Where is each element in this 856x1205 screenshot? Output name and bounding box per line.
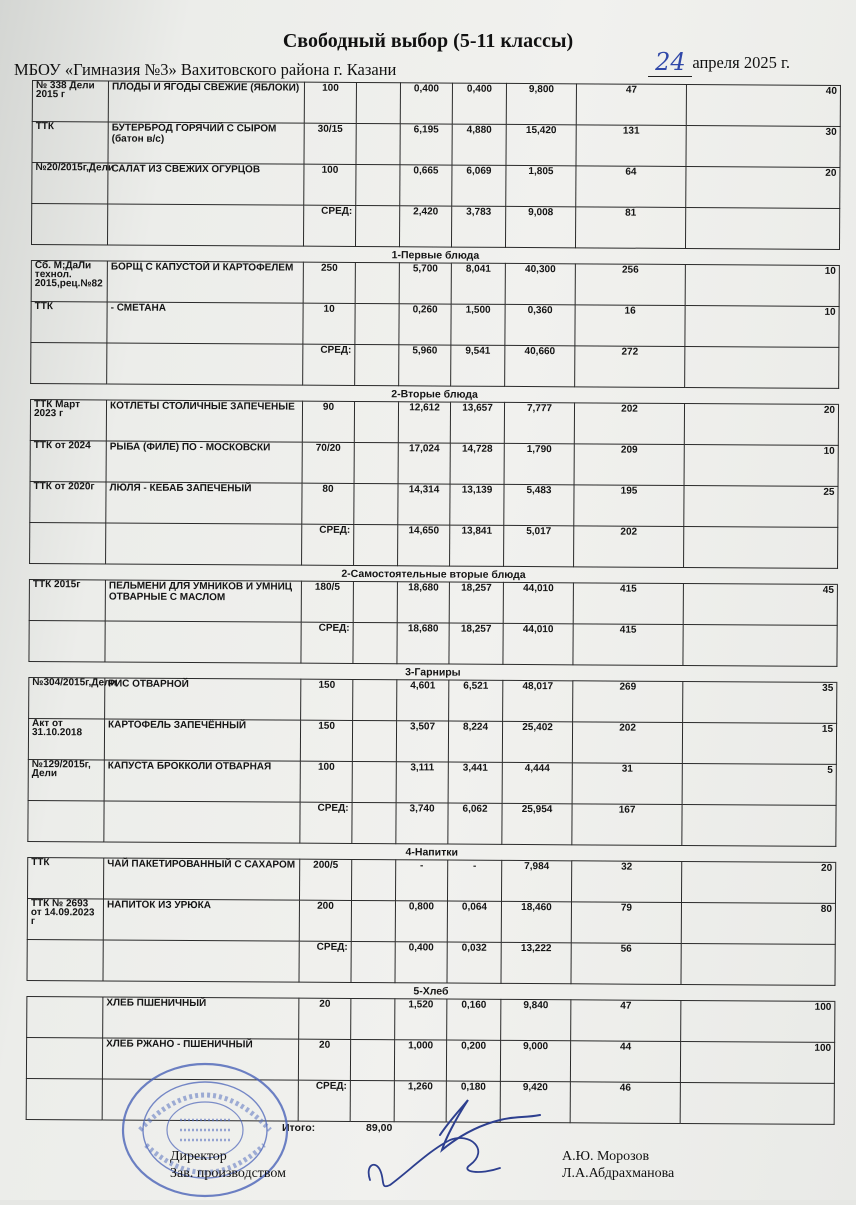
empty-cell <box>356 82 400 123</box>
section-title: 5-Хлеб <box>27 980 835 1001</box>
kcal: 202 <box>574 403 684 445</box>
empty-cell <box>105 621 301 663</box>
dish-row <box>27 898 835 944</box>
director-name: А.Ю. Морозов <box>562 1149 650 1164</box>
avg-protein: 2,420 <box>399 206 451 247</box>
portion: 200/5 <box>299 859 351 900</box>
dish-name: РЫБА (ФИЛЕ) ПО - МОСКОВСКИ <box>106 441 302 483</box>
price: 5 <box>682 763 836 805</box>
price: 10 <box>685 305 839 347</box>
dish-name: САЛАТ ИЗ СВЕЖИХ ОГУРЦОВ <box>108 163 304 205</box>
dish-name: - СМЕТАНА <box>107 302 303 344</box>
avg-kcal: 56 <box>571 943 681 985</box>
empty-cell <box>354 442 398 483</box>
empty-cell <box>355 344 399 385</box>
dish-name: КОТЛЕТЫ СТОЛИЧНЫЕ ЗАПЕЧЕНЫЕ <box>106 400 302 442</box>
empty-cell <box>31 204 107 245</box>
dish-row <box>28 718 836 764</box>
recipe-ref: ТТК 2015г <box>29 579 105 620</box>
carbs: 0,360 <box>505 304 575 345</box>
recipe-ref: Сб. М;ДаЛи технол. 2015,рец.№82 <box>31 260 107 301</box>
kcal: 131 <box>576 125 686 167</box>
protein: 17,024 <box>398 443 450 484</box>
dish-name: ХЛЕБ РЖАНО - ПШЕНИЧНЫЙ <box>102 1038 298 1080</box>
empty-cell <box>684 526 838 568</box>
recipe-ref: Акт от 31.10.2018 <box>28 718 104 759</box>
empty-cell <box>354 483 398 524</box>
fat: 0,160 <box>447 999 501 1040</box>
fat: 18,257 <box>449 582 503 623</box>
section-title: 3-Гарниры <box>29 661 837 682</box>
empty-cell <box>350 1039 394 1080</box>
carbs: 15,420 <box>506 124 576 165</box>
carbs: 9,840 <box>501 999 571 1040</box>
protein: 3,111 <box>396 762 448 803</box>
average-row <box>28 800 836 846</box>
average-row <box>31 204 839 250</box>
avg-protein: 18,680 <box>397 623 449 664</box>
portion: 80 <box>302 483 354 524</box>
avg-protein: 14,650 <box>398 525 450 566</box>
price: 25 <box>684 485 838 527</box>
avg-carbs: 5,017 <box>504 525 574 566</box>
carbs: 25,402 <box>502 721 572 762</box>
price: 35 <box>683 681 837 723</box>
avg-kcal: 272 <box>575 346 685 388</box>
portion: 30/15 <box>304 123 356 164</box>
dish-row <box>31 260 839 306</box>
empty-cell <box>26 1078 102 1119</box>
dish-name: ПЕЛЬМЕНИ ДЛЯ УМНИКОВ И УМНИЦ ОТВАРНЫЕ С МАСЛОМ <box>105 580 301 622</box>
avg-protein: 3,740 <box>396 803 448 844</box>
carbs: 4,444 <box>502 762 572 803</box>
carbs: 9,000 <box>500 1040 570 1081</box>
portion: 20 <box>298 1039 350 1080</box>
carbs: 44,010 <box>503 582 573 623</box>
empty-cell <box>683 624 837 666</box>
recipe-ref: ТТК № 2693 от 14.09.2023 г <box>27 898 103 939</box>
average-label: СРЕД: <box>300 802 352 843</box>
avg-carbs: 9,008 <box>505 206 575 247</box>
carbs: 5,483 <box>504 484 574 525</box>
protein: 1,000 <box>394 1040 446 1081</box>
avg-carbs: 44,010 <box>503 623 573 664</box>
recipe-ref <box>27 996 103 1037</box>
dish-name: БУТЕРБРОД ГОРЯЧИЙ С СЫРОМ (батон в/с) <box>108 122 304 164</box>
fat: 3,441 <box>448 762 502 803</box>
carbs: 7,777 <box>504 402 574 443</box>
kcal: 47 <box>576 84 686 126</box>
average-label: СРЕД: <box>301 622 353 663</box>
price: 30 <box>686 125 840 167</box>
fat: 8,224 <box>448 721 502 762</box>
protein: 5,700 <box>399 263 451 304</box>
empty-cell <box>28 800 104 841</box>
empty-cell <box>355 262 399 303</box>
menu-table <box>26 80 841 1125</box>
empty-cell <box>355 303 399 344</box>
portion: 90 <box>302 401 354 442</box>
kcal: 64 <box>576 166 686 208</box>
empty-cell <box>681 943 835 985</box>
fat: - <box>447 860 501 901</box>
price: 20 <box>686 166 840 208</box>
dish-row <box>32 81 840 127</box>
portion: 200 <box>299 900 351 941</box>
dish-name: БОРЩ С КАПУСТОЙ И КАРТОФЕЛЕМ <box>107 261 303 303</box>
empty-cell <box>107 343 303 385</box>
kcal: 202 <box>572 722 682 764</box>
average-row <box>30 522 838 568</box>
price: 45 <box>683 583 837 625</box>
recipe-ref: ТТК от 2020г <box>30 481 106 522</box>
average-row <box>27 939 835 985</box>
dish-row <box>28 857 836 903</box>
dish-row <box>31 301 839 347</box>
avg-fat: 3,783 <box>451 206 505 247</box>
empty-cell <box>103 940 299 982</box>
recipe-ref: ТТК <box>31 301 107 342</box>
director-role: Директор <box>170 1149 227 1164</box>
avg-protein: 5,960 <box>399 345 451 386</box>
portion: 100 <box>304 82 356 123</box>
price: 100 <box>680 1041 834 1083</box>
dish-name: НАПИТОК ИЗ УРЮКА <box>103 899 299 941</box>
section-title: 2-Вторые блюда <box>31 383 839 404</box>
portion: 150 <box>301 679 353 720</box>
dish-row <box>30 399 838 445</box>
section-title: 4-Напитки <box>28 841 836 862</box>
empty-cell <box>682 804 836 846</box>
empty-cell <box>351 941 395 982</box>
average-label: СРЕД: <box>303 205 355 246</box>
carbs: 18,460 <box>501 901 571 942</box>
carbs: 9,800 <box>506 83 576 124</box>
recipe-ref: ТТК <box>28 857 104 898</box>
protein: 1,520 <box>395 999 447 1040</box>
empty-cell <box>353 679 397 720</box>
dish-row <box>30 481 838 527</box>
empty-cell <box>354 401 398 442</box>
dish-row <box>32 163 840 209</box>
price: 10 <box>684 444 838 486</box>
price: 40 <box>686 84 840 126</box>
portion: 100 <box>304 164 356 205</box>
carbs: 1,805 <box>506 165 576 206</box>
empty-cell <box>354 524 398 565</box>
avg-protein: 0,400 <box>395 942 447 983</box>
protein: 0,665 <box>400 165 452 206</box>
protein: 12,612 <box>398 402 450 443</box>
menu-date <box>648 46 790 75</box>
empty-cell <box>685 346 839 388</box>
recipe-ref: ТТК от 2024 <box>30 440 106 481</box>
kcal: 269 <box>573 681 683 723</box>
protein: 18,680 <box>397 582 449 623</box>
avg-carbs: 25,954 <box>502 803 572 844</box>
recipe-ref: №20/2015г,Дели <box>32 163 108 204</box>
kcal: 32 <box>571 861 681 903</box>
price: 80 <box>681 902 835 944</box>
portion: 100 <box>300 761 352 802</box>
kcal: 44 <box>570 1041 680 1083</box>
total-value: 89,00 <box>366 1122 393 1134</box>
recipe-ref: ТТК Март 2023 г <box>30 399 106 440</box>
empty-cell <box>353 622 397 663</box>
protein: 4,601 <box>397 680 449 721</box>
avg-protein: 1,260 <box>394 1081 446 1122</box>
price: 20 <box>681 861 835 903</box>
portion: 10 <box>303 303 355 344</box>
average-row <box>29 620 837 666</box>
dish-name: ЛЮЛЯ - КЕБАБ ЗАПЕЧЕНЫЙ <box>106 482 302 524</box>
portion: 20 <box>299 998 351 1039</box>
avg-carbs: 13,222 <box>501 942 571 983</box>
price: 100 <box>681 1000 835 1042</box>
protein: 0,800 <box>395 901 447 942</box>
kcal: 195 <box>574 485 684 527</box>
price: 15 <box>682 722 836 764</box>
dish-row <box>29 579 837 625</box>
official-stamp <box>110 1055 300 1205</box>
protein: 14,314 <box>398 484 450 525</box>
empty-cell <box>104 801 300 843</box>
portion: 150 <box>300 720 352 761</box>
kcal: 256 <box>575 264 685 306</box>
dish-name: ЧАЙ ПАКЕТИРОВАННЫЙ С САХАРОМ <box>103 858 299 900</box>
recipe-ref: № 338 Дели 2015 г <box>32 81 108 122</box>
kcal: 209 <box>574 444 684 486</box>
fat: 13,657 <box>450 402 504 443</box>
average-row <box>31 342 839 388</box>
portion: 70/20 <box>302 442 354 483</box>
average-label: СРЕД: <box>299 941 351 982</box>
empty-cell <box>352 802 396 843</box>
protein: 0,400 <box>400 83 452 124</box>
price: 20 <box>684 403 838 445</box>
avg-fat: 6,062 <box>448 803 502 844</box>
avg-fat: 13,841 <box>450 525 504 566</box>
kcal: 79 <box>571 902 681 944</box>
recipe-ref <box>26 1037 102 1078</box>
fat: 13,139 <box>450 484 504 525</box>
dish-row <box>32 122 840 168</box>
avg-kcal: 202 <box>574 526 684 568</box>
production-head-name: Л.А.Абдрахманова <box>562 1166 675 1181</box>
fat: 0,200 <box>446 1040 500 1081</box>
fat: 4,880 <box>452 124 506 165</box>
avg-kcal: 81 <box>575 207 685 249</box>
protein: 0,260 <box>399 304 451 345</box>
avg-carbs: 9,420 <box>500 1081 570 1122</box>
protein: - <box>395 860 447 901</box>
price: 10 <box>685 264 839 306</box>
date-day-handwritten: 24 <box>648 48 692 77</box>
average-label: СРЕД: <box>298 1080 350 1121</box>
empty-cell <box>680 1082 834 1124</box>
empty-cell <box>352 720 396 761</box>
empty-cell <box>356 164 400 205</box>
portion: 180/5 <box>301 581 353 622</box>
page-title: Свободный выбор (5-11 классы) <box>282 30 574 52</box>
avg-kcal: 46 <box>570 1082 680 1124</box>
dish-name: ПЛОДЫ И ЯГОДЫ СВЕЖИЕ (ЯБЛОКИ) <box>108 81 304 123</box>
protein: 6,195 <box>400 124 452 165</box>
avg-fat: 0,180 <box>446 1081 500 1122</box>
empty-cell <box>27 939 103 980</box>
date-month-year: апреля 2025 г. <box>692 53 790 72</box>
avg-fat: 9,541 <box>451 345 505 386</box>
dish-name: ХЛЕБ ПШЕНИЧНЫЙ <box>103 997 299 1039</box>
carbs: 40,300 <box>505 263 575 304</box>
recipe-ref: ТТК <box>32 122 108 163</box>
avg-fat: 0,032 <box>447 942 501 983</box>
total-label: Итого: <box>282 1122 316 1134</box>
empty-cell <box>29 620 105 661</box>
dish-name: КАПУСТА БРОККОЛИ ОТВАРНАЯ <box>104 760 300 802</box>
empty-cell <box>352 761 396 802</box>
dish-name: РИС ОТВАРНОЙ <box>105 678 301 720</box>
avg-kcal: 167 <box>572 804 682 846</box>
kcal: 31 <box>572 763 682 805</box>
empty-cell <box>107 204 303 246</box>
fat: 0,400 <box>452 83 506 124</box>
avg-kcal: 415 <box>573 624 683 666</box>
empty-cell <box>30 522 106 563</box>
recipe-ref: №129/2015г, Дели <box>28 759 104 800</box>
production-head-role: Зав. производством <box>170 1166 287 1181</box>
empty-cell <box>355 205 399 246</box>
fat: 8,041 <box>451 263 505 304</box>
carbs: 48,017 <box>503 680 573 721</box>
carbs: 7,984 <box>501 860 571 901</box>
dish-row <box>28 759 836 805</box>
carbs: 1,790 <box>504 443 574 484</box>
fat: 6,069 <box>452 165 506 206</box>
kcal: 47 <box>571 1000 681 1042</box>
protein: 3,507 <box>396 721 448 762</box>
fat: 1,500 <box>451 304 505 345</box>
school-name: МБОУ «Гимназия №3» Вахитовского района г. Казани <box>14 60 397 79</box>
fat: 14,728 <box>450 443 504 484</box>
avg-carbs: 40,660 <box>505 345 575 386</box>
handwritten-signatures <box>350 1080 550 1200</box>
fat: 0,064 <box>447 901 501 942</box>
empty-cell <box>351 998 395 1039</box>
empty-cell <box>351 859 395 900</box>
empty-cell <box>356 123 400 164</box>
recipe-ref: №304/2015г,Дели <box>29 677 105 718</box>
empty-cell <box>106 523 302 565</box>
fat: 6,521 <box>449 680 503 721</box>
average-label: СРЕД: <box>303 344 355 385</box>
kcal: 415 <box>573 583 683 625</box>
section-title: 2-Самостоятельные вторые блюда <box>29 563 837 584</box>
dish-name: КАРТОФЕЛЬ ЗАПЕЧЁННЫЙ <box>104 719 300 761</box>
empty-cell <box>31 342 107 383</box>
avg-fat: 18,257 <box>449 623 503 664</box>
signature-roles <box>170 1148 286 1182</box>
dish-row <box>30 440 838 486</box>
signature-names <box>562 1148 674 1182</box>
empty-cell <box>685 207 839 249</box>
empty-cell <box>353 581 397 622</box>
average-label: СРЕД: <box>302 524 354 565</box>
empty-cell <box>351 900 395 941</box>
section-title: 1-Первые блюда <box>31 244 839 265</box>
dish-row <box>29 677 837 723</box>
portion: 250 <box>303 262 355 303</box>
kcal: 16 <box>575 305 685 347</box>
dish-row <box>27 996 835 1042</box>
